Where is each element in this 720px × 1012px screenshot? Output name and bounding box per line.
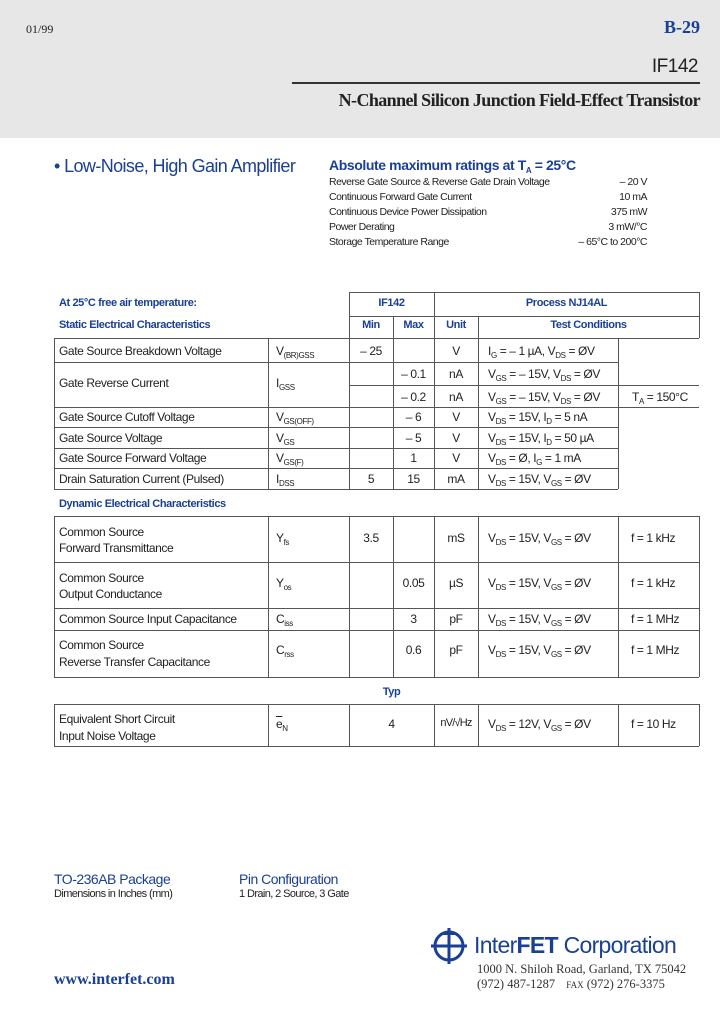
bullet-icon: •	[54, 156, 60, 176]
abs-max-value: 375 mW	[610, 206, 647, 218]
test-conditions-header: Test Conditions	[550, 319, 627, 331]
company-address: 1000 N. Shiloh Road, Garland, TX 75042	[477, 962, 687, 976]
symbol: $V_{GS}$	[276, 431, 295, 447]
unit-value: V	[452, 410, 460, 424]
param-label: Common Source	[59, 638, 144, 652]
symbol: $I_{GSS}$	[276, 376, 295, 392]
symbol: $V_{GS(F)}$	[276, 451, 304, 467]
abs-max-value: 10 mA	[619, 191, 647, 203]
extra-condition: f = 1 kHz	[631, 576, 676, 590]
process-column-header: Process NJ14AL	[525, 297, 608, 309]
symbol: $V_{GS(OFF)}$	[276, 410, 314, 426]
symbol: $C_{rss}$	[276, 643, 294, 659]
param-label: Reverse Transfer Capacitance	[59, 655, 210, 669]
feature-text: Low-Noise, High Gain Amplifier	[64, 156, 296, 176]
min-value: 5	[367, 472, 375, 486]
min-value: – 25	[360, 344, 382, 358]
symbol: $C_{iss}$	[276, 612, 293, 628]
test-condition: $V_{DS}$ = Ø, $I_G = 1$ mA	[488, 451, 581, 467]
extra-condition: f = 10 Hz	[631, 717, 676, 731]
test-condition: $V_{DS} = 12V$, $V_{GS}$ = ØV	[488, 717, 591, 733]
title-rule	[292, 82, 700, 84]
symbol: $Y_{os}$	[276, 576, 292, 592]
abs-max-heading: Absolute maximum ratings at $T_A = 25^\circ C$	[329, 157, 576, 175]
feature-bullet	[54, 156, 295, 177]
abs-max-label: Continuous Device Power Dissipation	[329, 206, 487, 218]
unit-value: mA	[447, 472, 465, 486]
param-label: Common Source	[59, 571, 144, 585]
header-band	[0, 0, 720, 138]
abs-max-label: Reverse Gate Source & Reverse Gate Drain Voltage	[329, 176, 550, 188]
param-label: Output Conductance	[59, 587, 162, 601]
extra-condition: f = 1 kHz	[631, 531, 676, 545]
min-column-header: Min	[362, 319, 380, 331]
test-condition: $I_G$ = – 1 µA, $V_{DS}$ = ØV	[488, 344, 595, 360]
abs-max-label: Power Derating	[329, 221, 395, 233]
unit-value: V	[452, 344, 460, 358]
abs-max-value: – 65°C to 200°C	[578, 236, 647, 248]
test-condition: $V_{GS}$ = – 15V, $V_{DS}$ = ØV	[488, 367, 600, 383]
test-condition: $V_{DS} = 15V$, $V_{GS}$ = ØV	[488, 576, 591, 592]
unit-value: pF	[449, 643, 463, 657]
unit-value: V	[452, 431, 460, 445]
abs-max-value: 3 mW/°C	[608, 221, 647, 233]
symbol: $\overline{e}_N$	[276, 717, 288, 733]
min-value: 3.5	[363, 531, 379, 545]
extra-condition: $T_A = 150^\circ C$	[632, 390, 688, 406]
typ-column-header: Typ	[382, 686, 401, 698]
max-value: 0.05	[402, 576, 425, 590]
page-title: N-Channel Silicon Junction Field-Effect Transistor	[338, 90, 700, 110]
website-link[interactable]: www.interfet.com	[54, 971, 175, 988]
max-column-header: Max	[403, 319, 424, 331]
extra-condition: f = 1 MHz	[631, 643, 680, 657]
param-label: Gate Source Voltage	[59, 431, 163, 445]
test-condition: $V_{DS} = 15V$, $V_{GS}$ = ØV	[488, 612, 591, 628]
symbol: $V_{(BR)GSS}$	[276, 344, 315, 360]
param-label: Common Source Input Capacitance	[59, 612, 237, 626]
package-sub: Dimensions in Inches (mm)	[54, 888, 173, 900]
param-label: Common Source	[59, 525, 144, 539]
param-label: Gate Source Breakdown Voltage	[59, 344, 222, 358]
param-label: Gate Source Forward Voltage	[59, 451, 207, 465]
max-value: – 6	[405, 410, 422, 424]
test-condition: $V_{GS}$ = – 15V, $V_{DS}$ = ØV	[488, 390, 600, 406]
extra-condition: f = 1 MHz	[631, 612, 680, 626]
date-label: 01/99	[26, 22, 54, 36]
max-value: 1	[410, 451, 417, 465]
param-label: Gate Source Cutoff Voltage	[59, 410, 195, 424]
page-number: B-29	[664, 17, 700, 37]
abs-max-label: Storage Temperature Range	[329, 236, 449, 248]
package-heading: TO-236AB Package	[54, 871, 171, 887]
param-label: Drain Saturation Current (Pulsed)	[59, 472, 224, 486]
param-label: Forward Transmittance	[59, 541, 174, 555]
abs-max-label: Continuous Forward Gate Current	[329, 191, 472, 203]
symbol: $Y_{fs}$	[276, 531, 290, 547]
param-label: Gate Reverse Current	[59, 376, 169, 390]
part-number: IF142	[651, 56, 698, 77]
test-condition: $V_{DS} = 15V$, $V_{GS}$ = ØV	[488, 472, 591, 488]
max-value: 0.6	[405, 643, 422, 657]
dynamic-heading: Dynamic Electrical Characteristics	[59, 498, 226, 510]
company-name: InterFET Corporation	[474, 932, 677, 958]
unit-value: mS	[447, 531, 465, 545]
unit-value: V	[452, 451, 460, 465]
max-value: – 5	[405, 431, 422, 445]
symbol: $I_{DSS}$	[276, 472, 295, 488]
test-condition: $V_{DS} = 15V$, $V_{GS}$ = ØV	[488, 643, 591, 659]
unit-value: pF	[449, 612, 463, 626]
interfet-logo-icon	[429, 926, 469, 966]
unit-column-header: Unit	[446, 319, 466, 331]
unit-value: µS	[448, 576, 464, 590]
test-condition: $V_{DS} = 15V$, $I_D = 5$ nA	[488, 410, 588, 426]
test-condition: $V_{DS} = 15V$, $I_D = 50$ µA	[488, 431, 594, 447]
static-heading: Static Electrical Characteristics	[59, 319, 211, 331]
unit-value: nA	[449, 390, 463, 404]
free-air-label: At 25°C free air temperature:	[59, 297, 197, 309]
test-condition: $V_{DS} = 15V$, $V_{GS}$ = ØV	[488, 531, 591, 547]
pins-heading: Pin Configuration	[239, 871, 338, 887]
param-label: Equivalent Short Circuit	[59, 712, 175, 726]
max-value: 15	[407, 472, 420, 486]
abs-max-value: – 20 V	[619, 176, 647, 188]
max-value: 3	[410, 612, 417, 626]
pins-sub: 1 Drain, 2 Source, 3 Gate	[239, 888, 349, 900]
company-phone: (972) 487-1287 FAX (972) 276-3375	[477, 977, 665, 991]
typ-value: 4	[388, 717, 395, 731]
param-label: Input Noise Voltage	[59, 729, 156, 743]
part-column-header: IF142	[378, 297, 405, 309]
unit-value: nV/√Hz	[440, 717, 472, 729]
max-value: – 0.2	[401, 390, 426, 404]
unit-value: nA	[449, 367, 463, 381]
max-value: – 0.1	[401, 367, 426, 381]
